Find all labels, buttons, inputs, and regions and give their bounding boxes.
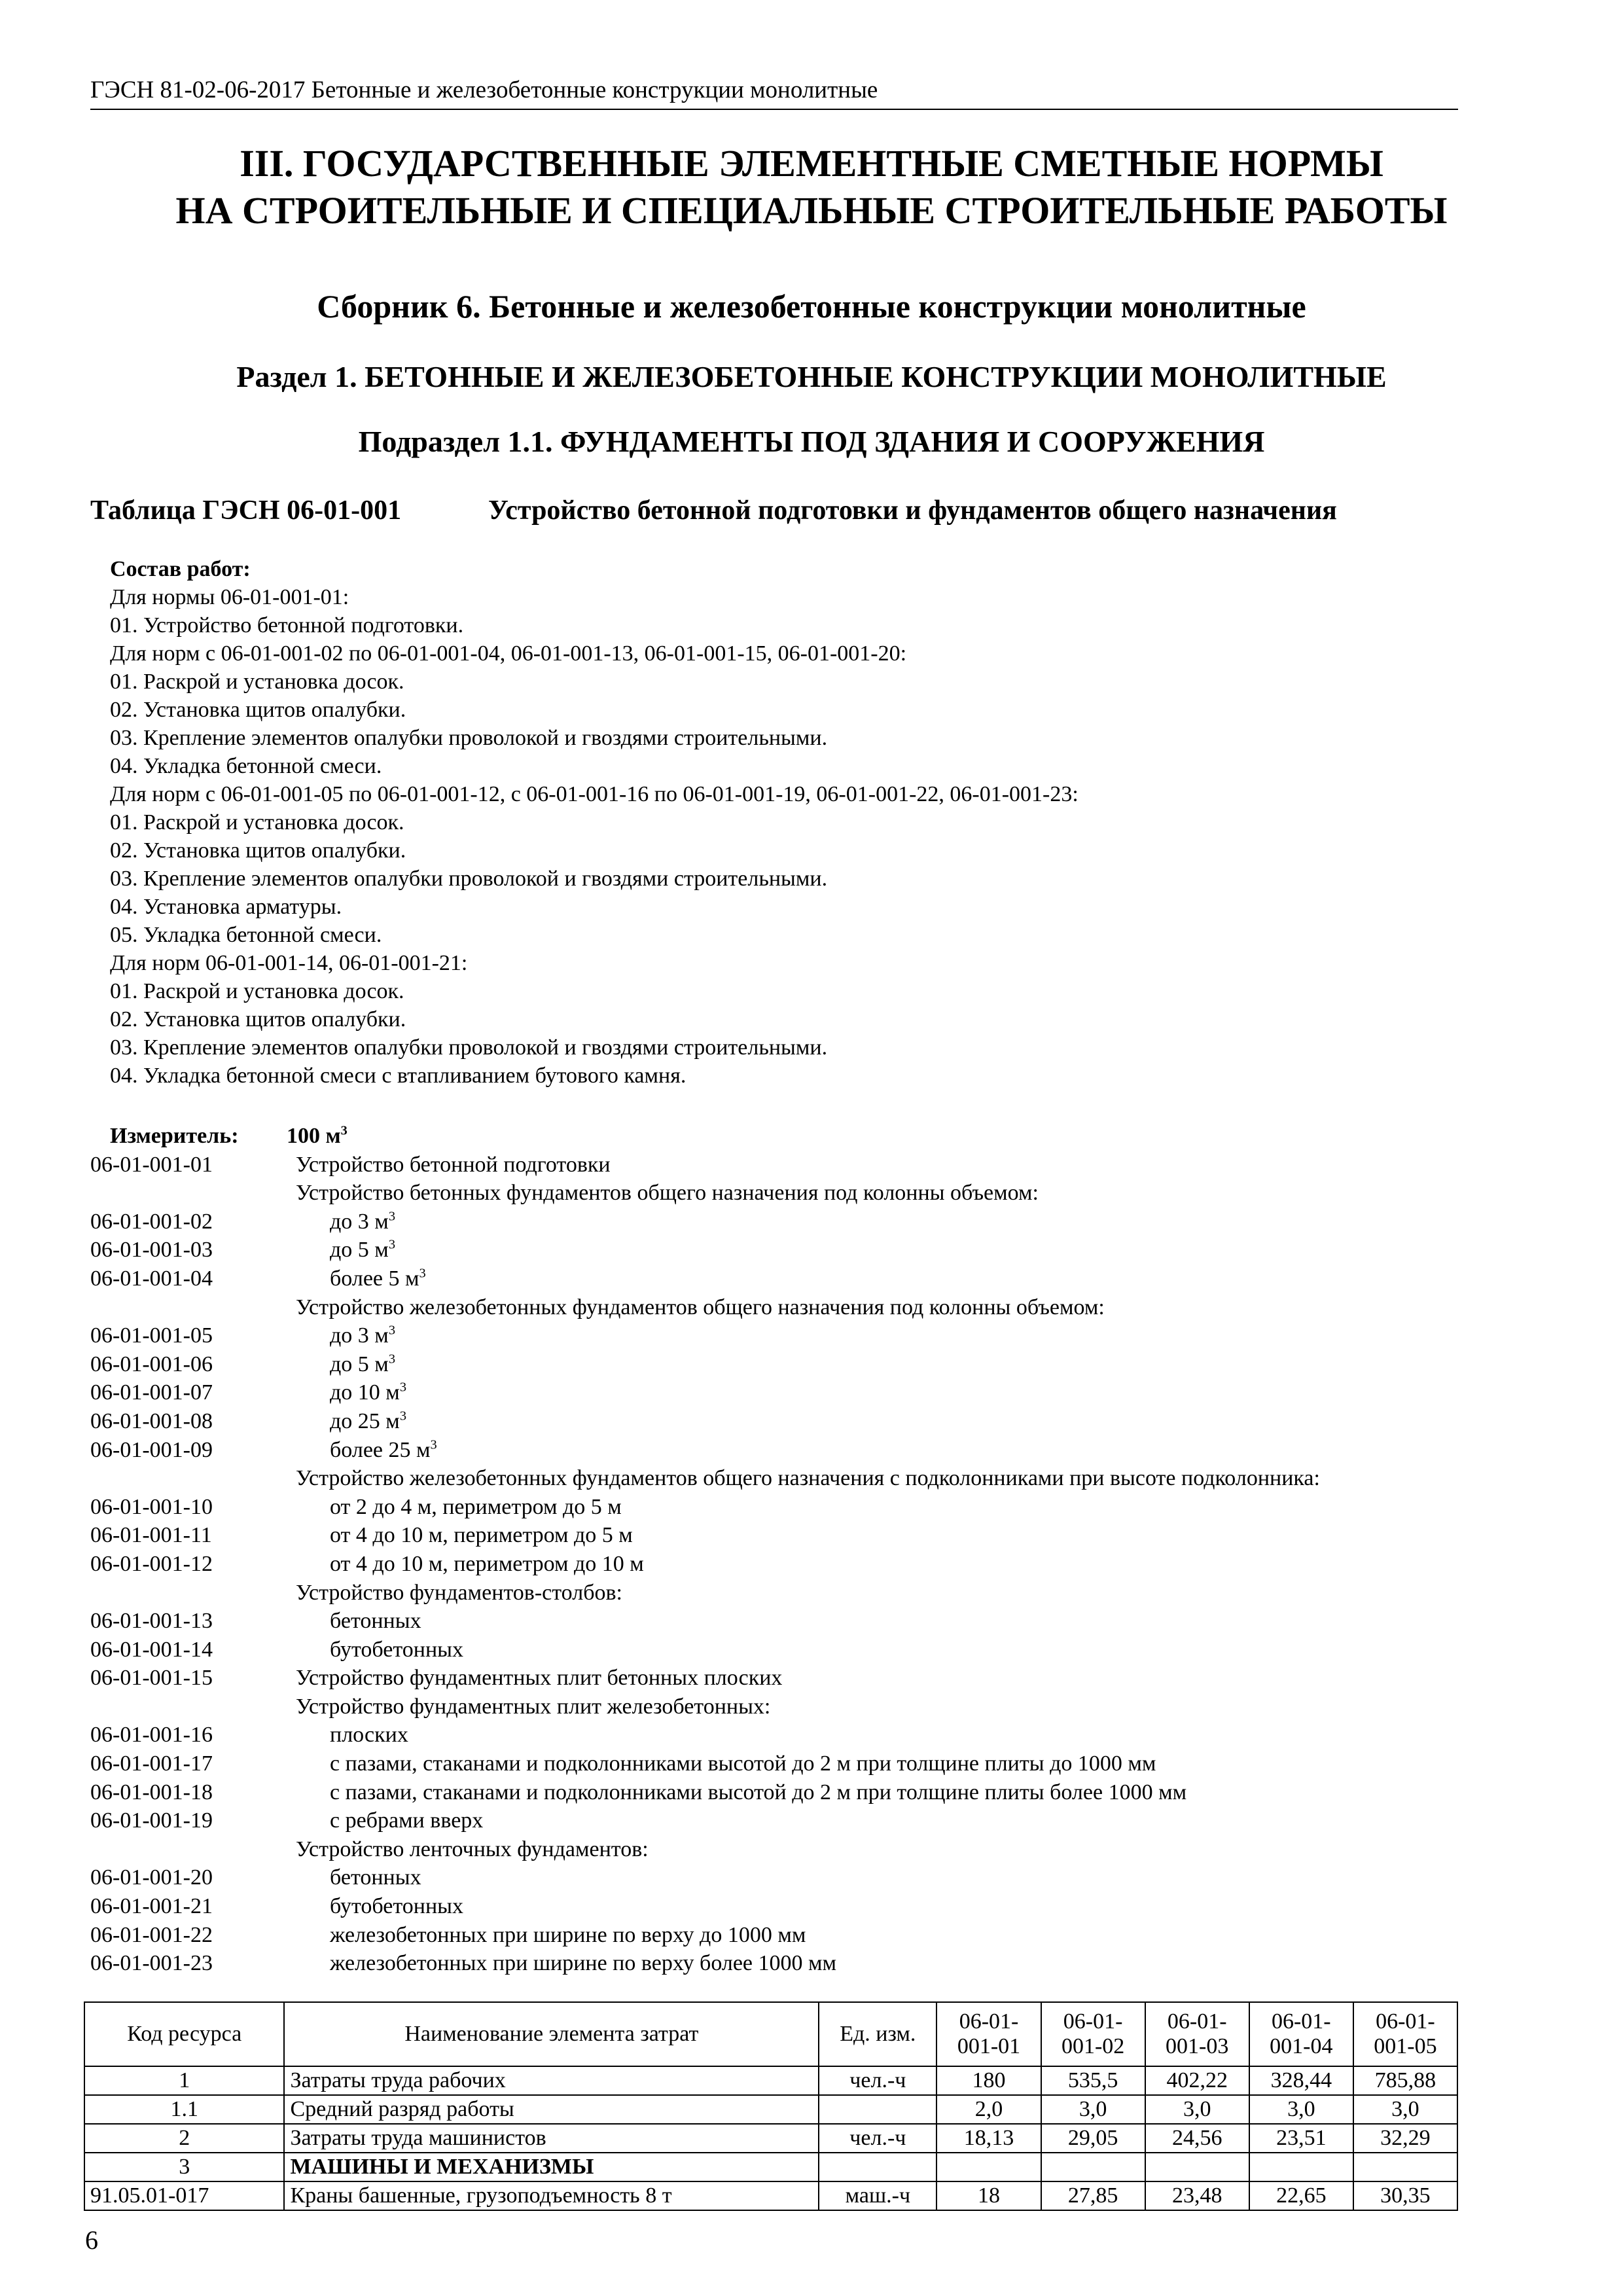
norm-code: 06-01-001-06 bbox=[90, 1352, 213, 1376]
resource-unit bbox=[819, 2153, 936, 2181]
resource-code: 1 bbox=[84, 2066, 284, 2095]
norm-description: от 4 до 10 м, периметром до 5 м bbox=[330, 1523, 633, 1548]
header-norm-column: 06-01- 001-05 bbox=[1353, 2002, 1457, 2066]
norm-row bbox=[90, 1806, 1320, 1835]
resource-code: 3 bbox=[84, 2153, 284, 2181]
norm-description: железобетонных при ширине по верху до 1000 мм bbox=[330, 1922, 806, 1947]
main-title-line-1: III. ГОСУДАРСТВЕННЫЕ ЭЛЕМЕНТНЫЕ СМЕТНЫЕ НОРМЫ bbox=[240, 142, 1383, 185]
norm-code bbox=[90, 1179, 296, 1208]
resource-value: 2,0 bbox=[936, 2095, 1041, 2124]
work-composition-line: 02. Установка щитов опалубки. bbox=[110, 698, 406, 722]
resource-value: 30,35 bbox=[1353, 2181, 1457, 2210]
norm-code: 06-01-001-04 bbox=[90, 1266, 213, 1291]
norm-description: Устройство бетонных фундаментов общего назначения под колонны объемом: bbox=[296, 1181, 1039, 1206]
norm-description: от 2 до 4 м, периметром до 5 м bbox=[330, 1494, 622, 1519]
norm-description: до 25 $м^3$ bbox=[330, 1408, 407, 1433]
work-composition-title: Состав работ: bbox=[110, 557, 251, 581]
header-name: Наименование элемента затрат bbox=[284, 2002, 819, 2066]
resource-value: 535,5 bbox=[1041, 2066, 1145, 2095]
running-header: ГЭСН 81-02-06-2017 Бетонные и железобетонные конструкции монолитные bbox=[90, 73, 1458, 110]
norm-code: 06-01-001-05 bbox=[90, 1323, 213, 1348]
norm-description: более 25 $м^3$ bbox=[330, 1437, 437, 1462]
work-composition-line: 01. Раскрой и установка досок. bbox=[110, 670, 404, 694]
norm-description: с пазами, стаканами и подколонниками высотой до 2 м при толщине плиты более 1000 мм bbox=[330, 1780, 1187, 1804]
norm-description: до 3 $м^3$ bbox=[330, 1323, 396, 1348]
resource-code: 91.05.01-017 bbox=[84, 2181, 284, 2210]
norm-description: до 3 $м^3$ bbox=[330, 1209, 396, 1234]
work-composition-lines bbox=[110, 583, 1484, 1090]
norm-description: Устройство фундаментов-столбов: bbox=[296, 1580, 622, 1605]
norm-code bbox=[90, 1293, 296, 1322]
norm-description: Устройство ленточных фундаментов: bbox=[296, 1837, 649, 1861]
table-label: Таблица ГЭСН 06-01-001 bbox=[90, 495, 402, 526]
norm-description: плоских bbox=[330, 1723, 408, 1748]
work-composition bbox=[110, 555, 1484, 1090]
norm-row bbox=[90, 1892, 1320, 1921]
resource-value: 23,51 bbox=[1249, 2124, 1353, 2153]
norm-code: 06-01-001-03 bbox=[90, 1238, 213, 1263]
norm-unit-superscript: 3 bbox=[430, 1437, 437, 1452]
norm-code: 06-01-001-12 bbox=[90, 1551, 213, 1576]
resource-name: Краны башенные, грузоподъемность 8 т bbox=[284, 2181, 819, 2210]
resource-code: 1.1 bbox=[84, 2095, 284, 2124]
resource-value bbox=[1249, 2153, 1353, 2181]
norm-code: 06-01-001-11 bbox=[90, 1523, 212, 1548]
resource-value: 3,0 bbox=[1249, 2095, 1353, 2124]
resource-value: 3,0 bbox=[1041, 2095, 1145, 2124]
norm-row bbox=[90, 1321, 1320, 1350]
table-row bbox=[84, 2153, 1457, 2181]
resource-value: 24,56 bbox=[1145, 2124, 1249, 2153]
norm-row bbox=[90, 1464, 1320, 1493]
norm-row bbox=[90, 1521, 1320, 1550]
norm-row bbox=[90, 1921, 1320, 1950]
norm-unit-superscript: 3 bbox=[388, 1352, 396, 1367]
norm-description: Устройство железобетонных фундаментов общего назначения с подколонниками при высоте подколонника: bbox=[296, 1466, 1320, 1491]
work-composition-line: 03. Крепление элементов опалубки проволокой и гвоздями строительными. bbox=[110, 1035, 828, 1060]
resource-value: 29,05 bbox=[1041, 2124, 1145, 2153]
norm-row bbox=[90, 1579, 1320, 1607]
norm-code: 06-01-001-10 bbox=[90, 1494, 213, 1519]
norm-row bbox=[90, 1778, 1320, 1807]
resource-value: 180 bbox=[936, 2066, 1041, 2095]
work-composition-line: 01. Раскрой и установка досок. bbox=[110, 810, 404, 834]
norm-row bbox=[90, 1179, 1320, 1208]
norm-code: 06-01-001-18 bbox=[90, 1780, 213, 1804]
main-title-line-2: НА СТРОИТЕЛЬНЫЕ И СПЕЦИАЛЬНЫЕ СТРОИТЕЛЬНЫЕ РАБОТЫ bbox=[175, 189, 1448, 232]
norm-code bbox=[90, 1693, 296, 1721]
resource-value bbox=[1041, 2153, 1145, 2181]
norm-row bbox=[90, 1293, 1320, 1322]
resource-value: 23,48 bbox=[1145, 2181, 1249, 2210]
norm-row bbox=[90, 1721, 1320, 1749]
work-composition-line: 03. Крепление элементов опалубки проволокой и гвоздями строительными. bbox=[110, 726, 828, 750]
norm-description: Устройство бетонной подготовки bbox=[296, 1152, 611, 1177]
work-composition-line: 01. Устройство бетонной подготовки. bbox=[110, 613, 464, 637]
norm-code: 06-01-001-01 bbox=[90, 1152, 213, 1177]
work-composition-line: Для норм с 06-01-001-05 по 06-01-001-12, с 06-01-001-16 по 06-01-001-19, 06-01-001-22, 06-01-001-23: bbox=[110, 782, 1079, 806]
resource-name: Затраты труда рабочих bbox=[284, 2066, 819, 2095]
resource-value bbox=[1353, 2153, 1457, 2181]
meter-label: Измеритель: bbox=[110, 1124, 239, 1148]
norm-list bbox=[90, 1151, 1320, 1978]
norm-row bbox=[90, 1749, 1320, 1778]
header-norm-column: 06-01- 001-02 bbox=[1041, 2002, 1145, 2066]
norm-description: бетонных bbox=[330, 1865, 421, 1890]
resource-value: 18,13 bbox=[936, 2124, 1041, 2153]
norm-code: 06-01-001-22 bbox=[90, 1922, 213, 1947]
work-composition-line: 04. Укладка бетонной смеси. bbox=[110, 754, 382, 778]
work-composition-line: 03. Крепление элементов опалубки проволокой и гвоздями строительными. bbox=[110, 867, 828, 891]
norm-unit-superscript: 3 bbox=[388, 1238, 396, 1253]
work-composition-line: Для норм с 06-01-001-02 по 06-01-001-04, 06-01-001-13, 06-01-001-15, 06-01-001-20: bbox=[110, 641, 907, 666]
resource-unit: маш.-ч bbox=[819, 2181, 936, 2210]
resource-name: Средний разряд работы bbox=[284, 2095, 819, 2124]
norm-code: 06-01-001-23 bbox=[90, 1951, 213, 1976]
resource-value bbox=[936, 2153, 1041, 2181]
norm-description: от 4 до 10 м, периметром до 10 м bbox=[330, 1551, 644, 1576]
norm-description: до 10 $м^3$ bbox=[330, 1380, 407, 1405]
resource-name: МАШИНЫ И МЕХАНИЗМЫ bbox=[284, 2153, 819, 2181]
norm-unit-superscript: 3 bbox=[388, 1323, 396, 1338]
norm-row bbox=[90, 1208, 1320, 1236]
norm-description: Устройство железобетонных фундаментов общего назначения под колонны объемом: bbox=[296, 1295, 1105, 1319]
resource-value: 402,22 bbox=[1145, 2066, 1249, 2095]
norm-row bbox=[90, 1265, 1320, 1293]
resource-value bbox=[1145, 2153, 1249, 2181]
work-composition-line: 01. Раскрой и установка досок. bbox=[110, 979, 404, 1003]
resource-table bbox=[84, 2001, 1458, 2211]
norm-row bbox=[90, 1863, 1320, 1892]
norm-description: Устройство фундаментных плит бетонных плоских bbox=[296, 1666, 783, 1691]
norm-code: 06-01-001-07 bbox=[90, 1380, 213, 1405]
resource-value: 3,0 bbox=[1353, 2095, 1457, 2124]
header-norm-column: 06-01- 001-04 bbox=[1249, 2002, 1353, 2066]
norm-description: до 5 $м^3$ bbox=[330, 1238, 396, 1263]
norm-row bbox=[90, 1550, 1320, 1579]
norm-row bbox=[90, 1407, 1320, 1436]
resource-value: 328,44 bbox=[1249, 2066, 1353, 2095]
header-norm-column: 06-01- 001-03 bbox=[1145, 2002, 1249, 2066]
norm-code: 06-01-001-16 bbox=[90, 1723, 213, 1748]
norm-row bbox=[90, 1949, 1320, 1978]
norm-description: бутобетонных bbox=[330, 1894, 463, 1919]
norm-row bbox=[90, 1350, 1320, 1379]
header-code: Код ресурса bbox=[84, 2002, 284, 2066]
work-composition-line: Для норм 06-01-001-14, 06-01-001-21: bbox=[110, 951, 468, 975]
norm-description: бутобетонных bbox=[330, 1637, 463, 1662]
header-norm-column: 06-01- 001-01 bbox=[936, 2002, 1041, 2066]
table-name: Устройство бетонной подготовки и фундаментов общего назначения bbox=[488, 495, 1337, 526]
norm-description: Устройство фундаментных плит железобетонных: bbox=[296, 1694, 771, 1719]
collection-title: Сборник 6. Бетонные и железобетонные конструкции монолитные bbox=[317, 288, 1306, 325]
norm-row bbox=[90, 1378, 1320, 1407]
norm-code: 06-01-001-21 bbox=[90, 1894, 213, 1919]
norm-row bbox=[90, 1493, 1320, 1522]
norm-unit-superscript: 3 bbox=[419, 1266, 426, 1281]
main-title bbox=[0, 140, 1623, 234]
resource-value: 3,0 bbox=[1145, 2095, 1249, 2124]
meter-block bbox=[90, 1122, 1320, 1978]
norm-description: бетонных bbox=[330, 1609, 421, 1634]
work-composition-line: Для нормы 06-01-001-01: bbox=[110, 585, 349, 609]
work-composition-line: 04. Установка арматуры. bbox=[110, 895, 342, 919]
resource-value: 18 bbox=[936, 2181, 1041, 2210]
norm-unit-superscript: 3 bbox=[399, 1408, 407, 1424]
header-unit: Ед. изм. bbox=[819, 2002, 936, 2066]
norm-unit-superscript: 3 bbox=[399, 1380, 407, 1395]
norm-code: 06-01-001-08 bbox=[90, 1408, 213, 1433]
norm-code: 06-01-001-15 bbox=[90, 1666, 213, 1691]
resource-value: 27,85 bbox=[1041, 2181, 1145, 2210]
norm-unit-superscript: 3 bbox=[388, 1209, 396, 1224]
meter-row bbox=[90, 1122, 1320, 1151]
norm-description: с ребрами вверх bbox=[330, 1808, 484, 1833]
norm-description: с пазами, стаканами и подколонниками высотой до 2 м при толщине плиты до 1000 мм bbox=[330, 1751, 1156, 1776]
norm-description: более 5 $м^3$ bbox=[330, 1266, 426, 1291]
resource-name: Затраты труда машинистов bbox=[284, 2124, 819, 2153]
norm-code: 06-01-001-20 bbox=[90, 1865, 213, 1890]
table-row bbox=[84, 2124, 1457, 2153]
norm-row bbox=[90, 1636, 1320, 1664]
subsection-title: Подраздел 1.1. ФУНДАМЕНТЫ ПОД ЗДАНИЯ И СООРУЖЕНИЯ bbox=[358, 425, 1265, 458]
norm-code bbox=[90, 1835, 296, 1864]
resource-table-body bbox=[84, 2066, 1457, 2210]
norm-code bbox=[90, 1464, 296, 1493]
norm-row bbox=[90, 1664, 1320, 1693]
work-composition-line: 05. Укладка бетонной смеси. bbox=[110, 923, 382, 947]
norm-row bbox=[90, 1693, 1320, 1721]
table-row bbox=[84, 2066, 1457, 2095]
resource-value: 32,29 bbox=[1353, 2124, 1457, 2153]
norm-description: железобетонных при ширине по верху более 1000 мм bbox=[330, 1951, 837, 1976]
norm-code bbox=[90, 1579, 296, 1607]
norm-code: 06-01-001-19 bbox=[90, 1808, 213, 1833]
resource-unit: чел.-ч bbox=[819, 2066, 936, 2095]
norm-description: до 5 $м^3$ bbox=[330, 1352, 396, 1376]
work-composition-line: 02. Установка щитов опалубки. bbox=[110, 1007, 406, 1031]
page-number: 6 bbox=[85, 2225, 98, 2255]
norm-row bbox=[90, 1607, 1320, 1636]
resource-table-header bbox=[84, 2002, 1457, 2066]
meter-value: 100 $м^3$ bbox=[287, 1123, 348, 1148]
norm-code: 06-01-001-13 bbox=[90, 1609, 213, 1634]
norm-code: 06-01-001-02 bbox=[90, 1209, 213, 1234]
norm-code: 06-01-001-14 bbox=[90, 1637, 213, 1662]
norm-row bbox=[90, 1151, 1320, 1179]
norm-code: 06-01-001-17 bbox=[90, 1751, 213, 1776]
resource-code: 2 bbox=[84, 2124, 284, 2153]
norm-code: 06-01-001-09 bbox=[90, 1437, 213, 1462]
resource-value: 785,88 bbox=[1353, 2066, 1457, 2095]
norm-row bbox=[90, 1236, 1320, 1265]
work-composition-line: 04. Укладка бетонной смеси с втапливанием бутового камня. bbox=[110, 1064, 687, 1088]
section-title: Раздел 1. БЕТОННЫЕ И ЖЕЛЕЗОБЕТОННЫЕ КОНСТРУКЦИИ МОНОЛИТНЫЕ bbox=[236, 360, 1387, 393]
norm-row bbox=[90, 1835, 1320, 1864]
resource-unit: чел.-ч bbox=[819, 2124, 936, 2153]
work-composition-line: 02. Установка щитов опалубки. bbox=[110, 838, 406, 863]
resource-value: 22,65 bbox=[1249, 2181, 1353, 2210]
table-row bbox=[84, 2181, 1457, 2210]
norm-row bbox=[90, 1436, 1320, 1465]
resource-unit bbox=[819, 2095, 936, 2124]
table-row bbox=[84, 2095, 1457, 2124]
